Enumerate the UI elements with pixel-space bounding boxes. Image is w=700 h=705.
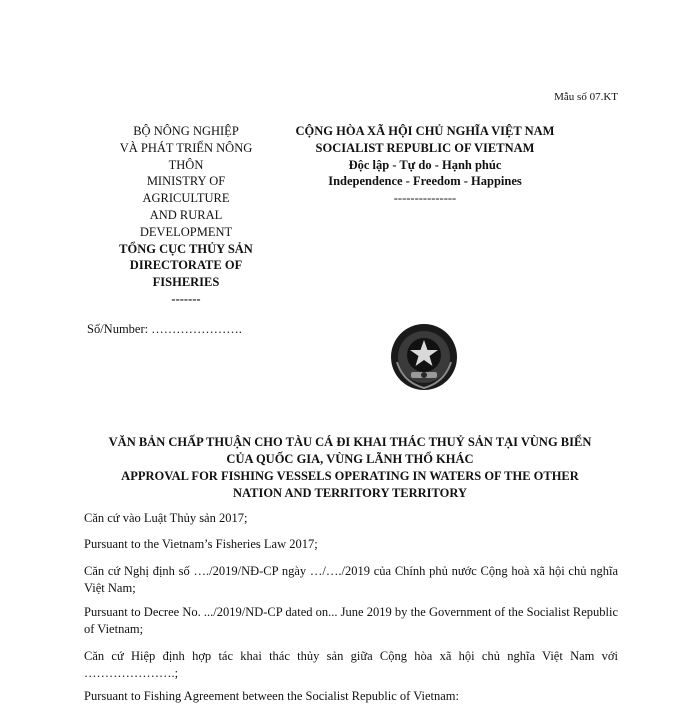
paragraph-law-vi: Căn cứ vào Luật Thủy sản 2017; [84, 511, 248, 525]
directorate-en-line1: DIRECTORATE OF [129, 258, 243, 273]
ministry-vi-line1: BỘ NÔNG NGHIỆP [133, 124, 239, 138]
paragraph-decree-en: Pursuant to Decree No. .../2019/ND-CP dated on... June 2019 by the Government of the Socialist Republic of Vietnam; [84, 605, 618, 636]
left-separator: ------- [171, 291, 201, 306]
motto-vi: Độc lập - Tự do - Hạnh phúc [348, 157, 502, 172]
title-line3: APPROVAL FOR FISHING VESSELS OPERATING IN WATERS OF THE OTHER [121, 469, 579, 483]
national-emblem-icon [389, 322, 459, 392]
ministry-en-line1: MINISTRY OF [146, 174, 226, 189]
right-separator: --------------- [393, 191, 457, 206]
ministry-en-line4: DEVELOPMENT [139, 224, 233, 239]
republic-vi: CỘNG HÒA XÃ HỘI CHỦ NGHĨA VIỆT NAM [295, 124, 555, 138]
paragraph-law-en: Pursuant to the Vietnam’s Fisheries Law 2017; [84, 537, 318, 551]
document-number: Số/Number: …………………. [87, 322, 242, 336]
ministry-vi-line2: VÀ PHÁT TRIỂN NÔNG [119, 140, 253, 155]
ministry-en-line2: AGRICULTURE [142, 191, 230, 206]
paragraph-agreement-vi: Căn cứ Hiệp định hợp tác khai thác thủy sản giữa Cộng hòa xã hội chủ nghĩa Việt Nam với ………………….; [84, 649, 618, 680]
document-title [80, 434, 620, 502]
republic-en: SOCIALIST REPUBLIC OF VIETNAM [315, 140, 535, 155]
national-header-block [276, 123, 574, 207]
issuing-authority-block [93, 123, 279, 308]
motto-en: Independence - Freedom - Happines [328, 174, 522, 189]
ministry-en-line3: AND RURAL [149, 207, 223, 222]
directorate-en-line2: FISHERIES [152, 275, 220, 290]
directorate-vi: TỔNG CỤC THỦY SẢN [119, 241, 253, 256]
title-line2: CỦA QUỐC GIA, VÙNG LÃNH THỔ KHÁC [226, 452, 474, 466]
title-line1: VĂN BẢN CHẤP THUẬN CHO TÀU CÁ ĐI KHAI THÁC THUỶ SẢN TẠI VÙNG BIỂN [108, 435, 592, 449]
paragraph-decree-vi: Căn cứ Nghị định số …./2019/NĐ-CP ngày …/…./2019 của Chính phủ nước Cộng hoà xã hội chủ nghĩa Việt Nam; [84, 564, 618, 595]
ministry-vi-line3: THÔN [168, 157, 204, 172]
form-number: Mẫu số 07.KT [554, 91, 618, 103]
title-line4: NATION AND TERRITORY TERRITORY [232, 486, 467, 500]
paragraph-agreement-en: Pursuant to Fishing Agreement between the Socialist Republic of Vietnam: [84, 689, 459, 703]
